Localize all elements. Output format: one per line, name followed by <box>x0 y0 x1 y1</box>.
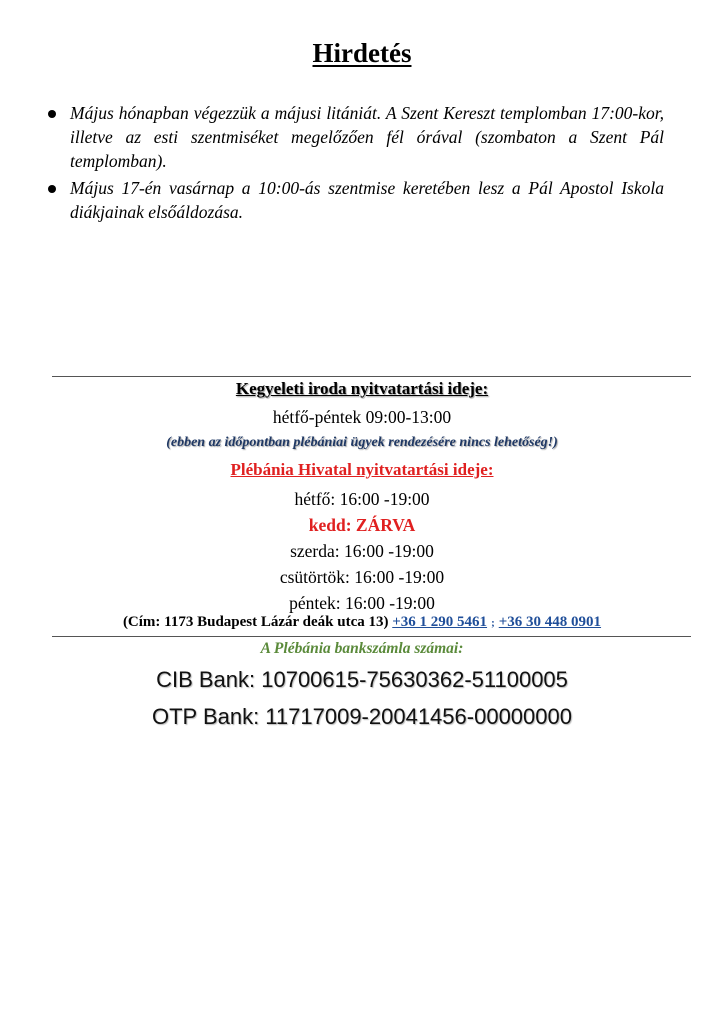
parish-office-hours-list <box>0 486 724 616</box>
phone-link-1[interactable]: +36 1 290 5461 <box>392 614 488 630</box>
announcement-list <box>44 101 664 227</box>
office-hours-note: (ebben az időpontban plébániai ügyek rendezésére nincs lehetőség!) <box>166 435 558 450</box>
announcement-item <box>44 101 664 173</box>
bullet-icon <box>48 110 56 118</box>
announcement-item <box>44 176 664 224</box>
hours-row-tuesday-closed: kedd: ZÁRVA <box>308 515 416 535</box>
office-hours-title: Kegyeleti iroda nyitvatartási ideje: <box>235 379 489 398</box>
announcement-text: Május hónapban végezzük a májusi litániát. A Szent Kereszt templomban 17:00-kor, illetve az esti szentmiséket megelőzően fél órával (szombaton a Szent Pál templomban). <box>70 103 664 171</box>
hours-row-wednesday: szerda: 16:00 -19:00 <box>290 541 434 561</box>
divider <box>52 636 691 637</box>
divider <box>52 376 691 377</box>
address-text: (Cím: 1173 Budapest Lázár deák utca 13) <box>122 614 389 630</box>
bullet-icon <box>48 185 56 193</box>
phone-separator: ; <box>491 617 495 629</box>
hours-row-monday: hétfő: 16:00 -19:00 <box>294 489 430 509</box>
hours-row-friday: péntek: 16:00 -19:00 <box>289 593 435 613</box>
parish-office-title: Plébánia Hivatal nyitvatartási ideje: <box>230 460 494 479</box>
office-hours-text: hétfő-péntek 09:00-13:00 <box>272 407 452 427</box>
bank-account-otp: OTP Bank: 11717009-20041456-00000000 <box>152 704 572 729</box>
bank-accounts-title: A Plébánia bankszámla számai: <box>260 640 464 657</box>
hours-row-thursday: csütörtök: 16:00 -19:00 <box>279 567 445 587</box>
bank-account-cib: CIB Bank: 10700615-75630362-51100005 <box>156 667 568 692</box>
page-title: Hirdetés <box>312 38 412 68</box>
address-line <box>0 614 724 631</box>
announcement-text: Május 17-én vasárnap a 10:00-ás szentmise keretében lesz a Pál Apostol Iskola diákjainak elsőáldozása. <box>70 178 664 222</box>
phone-link-2[interactable]: +36 30 448 0901 <box>498 614 602 630</box>
